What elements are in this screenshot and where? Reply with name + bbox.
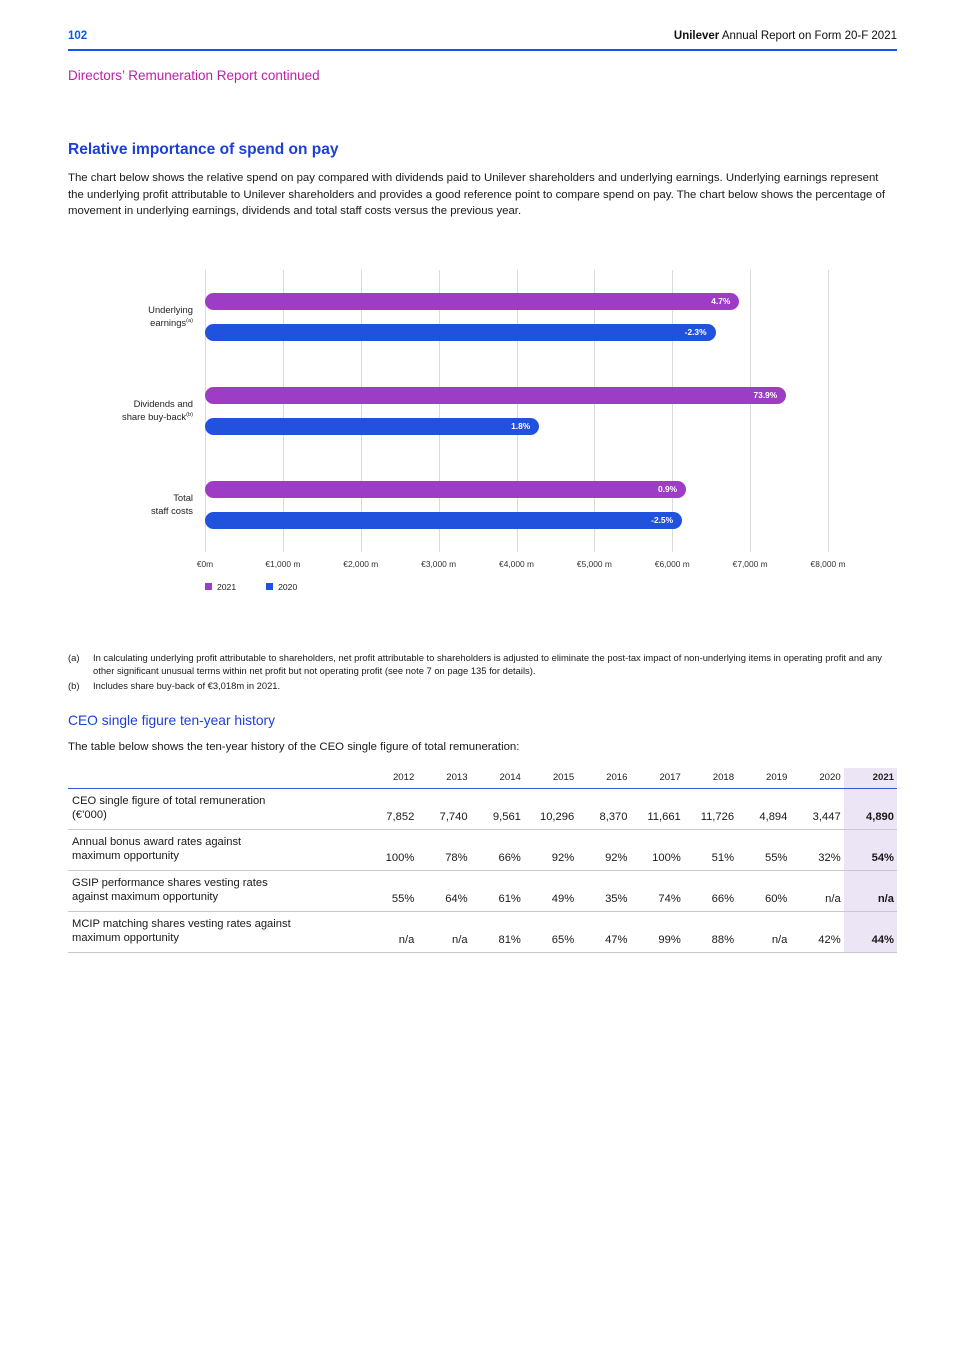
ceo-table-head [68, 768, 897, 789]
table-cell: 11,726 [684, 788, 737, 829]
table-cell: 55% [737, 829, 790, 870]
x-tick-label: €6,000 m [654, 558, 690, 569]
category-label-dividends-and-share-buy-back: Dividends and share buy-back$^{(b)}$ [122, 398, 193, 422]
bar-group-underlying-earnings [205, 293, 828, 341]
table-row [68, 788, 897, 829]
legend-swatch [205, 583, 212, 590]
table-cell: 7,740 [417, 788, 470, 829]
table-cell: n/a [364, 911, 417, 952]
bar-2021-dividends-and-share-buy-back [205, 387, 786, 404]
table-header-row [68, 768, 897, 789]
footnote-b [68, 680, 897, 693]
bar-group-dividends-and-share-buy-back [205, 387, 828, 435]
legend-swatch [266, 583, 273, 590]
table-cell: 44% [844, 911, 897, 952]
table-cell: 74% [630, 870, 683, 911]
report-brand: Unilever [673, 30, 720, 42]
bar-value-label: 73.9% [753, 390, 778, 401]
spend-on-pay-heading: Relative importance of spend on pay [68, 141, 339, 158]
table-cell: 32% [790, 829, 843, 870]
ceo-history-heading: CEO single figure ten-year history [68, 712, 276, 728]
table-cell: 60% [737, 870, 790, 911]
bar-value-label: 1.8% [511, 421, 531, 432]
page-number: 102 [68, 30, 88, 42]
table-cell: 78% [417, 829, 470, 870]
table-cell: 64% [417, 870, 470, 911]
ceo-history-intro: The table below shows the ten-year history of the CEO single figure of total remuneration: [68, 740, 520, 753]
bar-2020-total-staff-costs [205, 512, 682, 529]
footnote-b-marker: (b) [68, 679, 80, 691]
table-cell: n/a [844, 870, 897, 911]
chart-x-axis [196, 558, 846, 572]
report-title-text: Annual Report on Form 20-F 2021 [719, 30, 897, 42]
year-header-2015: 2015 [524, 768, 577, 789]
table-cell: n/a [737, 911, 790, 952]
x-tick-label: €1,000 m [265, 558, 301, 569]
spend-on-pay-body: The chart below shows the relative spend on pay compared with dividends paid to Unilever shareholders and underlying earnings. Underlying earnings represent the underlying profit attributable to Unilever shareholders and provides a good reference point to compare spend on pay. The chart below shows the percentage of movement in underlying earnings, dividends and total staff costs versus the previous year. [68, 172, 886, 218]
table-cell: 7,852 [364, 788, 417, 829]
table-cell: 99% [630, 911, 683, 952]
table-cell: 81% [471, 911, 524, 952]
footnote-a [68, 652, 897, 678]
table-cell: 66% [471, 829, 524, 870]
table-cell: 61% [471, 870, 524, 911]
table-corner-cell [68, 768, 364, 789]
row-label-mcip-matching-shares-vesting-rates-against: MCIP matching shares vesting rates against maximum opportunity [68, 911, 364, 952]
footnote-b-text: Includes share buy-back of €3,018m in 2021. [93, 679, 281, 691]
table-cell: 65% [524, 911, 577, 952]
row-label-gsip-performance-shares-vesting-rates: GSIP performance shares vesting rates against maximum opportunity [68, 870, 364, 911]
section-continued-label: Directors’ Remuneration Report continued [68, 68, 320, 83]
table-cell: n/a [417, 911, 470, 952]
year-header-2020: 2020 [790, 768, 843, 789]
x-tick-label: €2,000 m [343, 558, 379, 569]
year-header-2017: 2017 [630, 768, 683, 789]
table-cell: 4,890 [844, 788, 897, 829]
bar-2020-dividends-and-share-buy-back [205, 418, 539, 435]
year-header-2021: 2021 [844, 768, 897, 789]
table-cell: 9,561 [471, 788, 524, 829]
chart-bars [205, 270, 828, 552]
table-cell: 47% [577, 911, 630, 952]
bar-2020-underlying-earnings [205, 324, 716, 341]
legend-label: 2020 [278, 581, 298, 592]
footnote-a-marker: (a) [68, 651, 80, 663]
x-tick-label: €0m [196, 558, 214, 569]
table-cell: 66% [684, 870, 737, 911]
table-cell: 55% [364, 870, 417, 911]
x-tick-label: €7,000 m [732, 558, 768, 569]
category-label-total-staff-costs: Total staff costs [150, 492, 193, 516]
row-label-annual-bonus-award-rates-against: Annual bonus award rates against maximum opportunity [68, 829, 364, 870]
table-cell: 88% [684, 911, 737, 952]
table-cell: 11,661 [630, 788, 683, 829]
bar-value-label: 4.7% [711, 296, 731, 307]
table-cell: 10,296 [524, 788, 577, 829]
chart-category-labels [68, 270, 205, 552]
year-header-2012: 2012 [364, 768, 417, 789]
table-row [68, 911, 897, 952]
x-tick-label: €4,000 m [499, 558, 534, 569]
header-rule [68, 49, 897, 51]
table-cell: 42% [790, 911, 843, 952]
table-row [68, 870, 897, 911]
ceo-history-table [68, 768, 897, 954]
year-header-2019: 2019 [737, 768, 790, 789]
bar-value-label: -2.5% [651, 515, 674, 526]
chart-plot [205, 270, 828, 552]
category-label-underlying-earnings: Underlying earnings$^{(a)}$ [148, 304, 193, 328]
table-cell: n/a [790, 870, 843, 911]
table-row [68, 829, 897, 870]
bar-value-label: 0.9% [658, 484, 678, 495]
table-cell: 51% [684, 829, 737, 870]
chart-legend [205, 582, 897, 592]
row-label-ceo-single-figure-of-total-remuneration: CEO single figure of total remuneration (€’000) [68, 788, 364, 829]
x-tick-label: €5,000 m [576, 558, 612, 569]
bar-2021-total-staff-costs [205, 481, 686, 498]
bar-group-total-staff-costs [205, 481, 828, 529]
legend-label: 2021 [217, 581, 237, 592]
table-cell: 4,894 [737, 788, 790, 829]
table-cell: 92% [577, 829, 630, 870]
year-header-2014: 2014 [471, 768, 524, 789]
bar-value-label: -2.3% [684, 327, 707, 338]
year-header-2016: 2016 [577, 768, 630, 789]
footnote-a-text: In calculating underlying profit attributable to shareholders, net profit attributable to shareholders is adjusted to eliminate the post-tax impact of non-underlying items in operating profit and any other significant unusual terms within net profit but not operating profit (see note 7 on page 135 for details). [93, 651, 882, 676]
report-title [674, 30, 897, 42]
table-cell: 100% [364, 829, 417, 870]
x-tick-label: €3,000 m [421, 558, 457, 569]
spend-on-pay-chart [68, 270, 897, 592]
table-cell: 35% [577, 870, 630, 911]
legend-item-2020 [266, 582, 297, 592]
table-cell: 100% [630, 829, 683, 870]
legend-item-2021 [205, 582, 236, 592]
table-cell: 3,447 [790, 788, 843, 829]
chart-grid [68, 270, 897, 552]
table-cell: 8,370 [577, 788, 630, 829]
table-cell: 92% [524, 829, 577, 870]
page-header [68, 30, 897, 42]
year-header-2018: 2018 [684, 768, 737, 789]
year-header-2013: 2013 [417, 768, 470, 789]
table-cell: 54% [844, 829, 897, 870]
table-cell: 49% [524, 870, 577, 911]
bar-2021-underlying-earnings [205, 293, 739, 310]
x-tick-label: €8,000 m [810, 558, 846, 569]
chart-gridline [828, 270, 829, 552]
ceo-table-body [68, 788, 897, 953]
footnotes [68, 652, 897, 693]
